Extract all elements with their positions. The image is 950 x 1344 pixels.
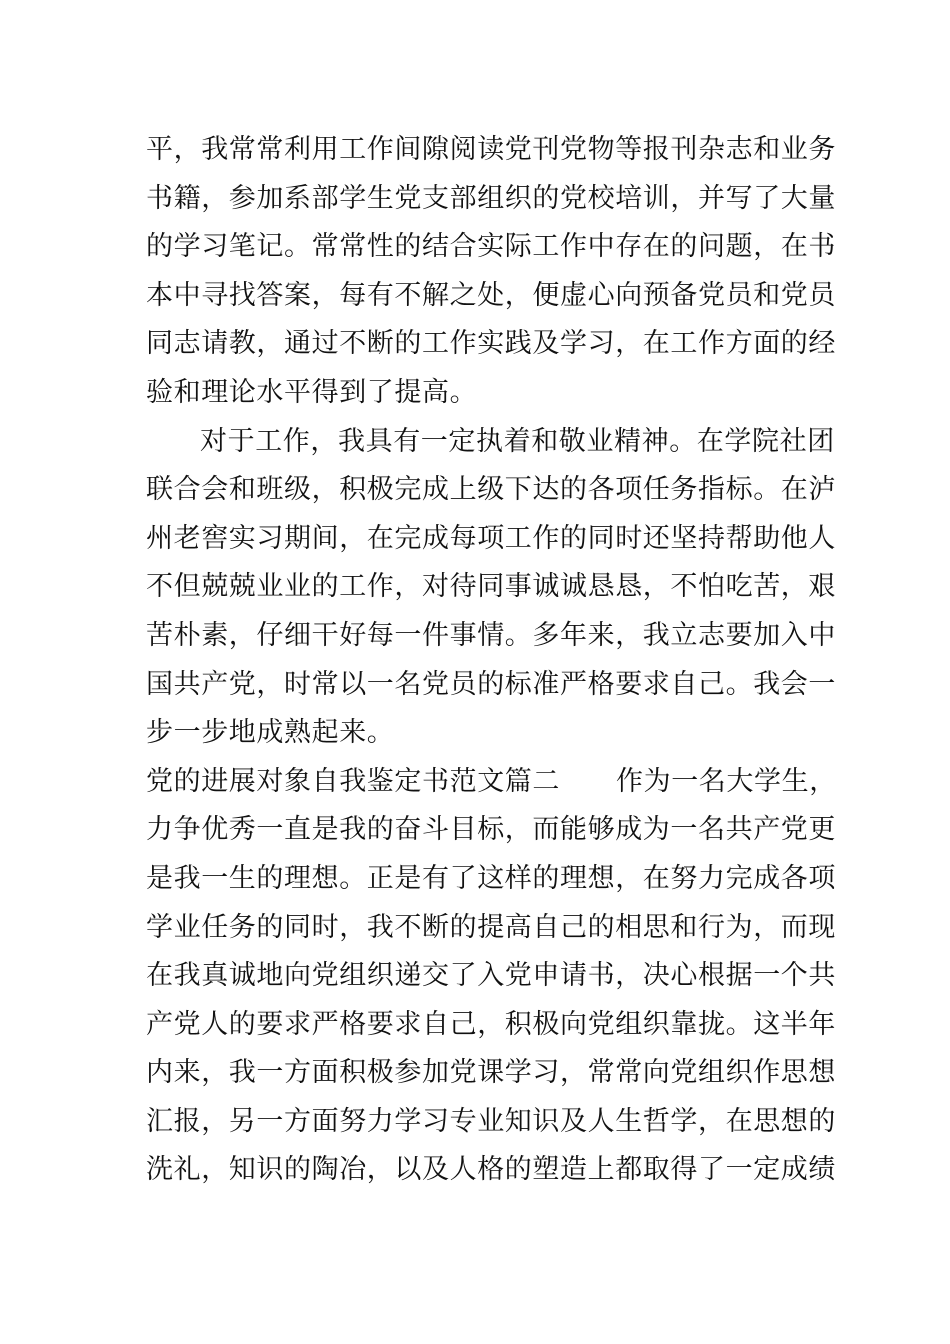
section-first-text: 作为一名大学生， [616, 765, 837, 797]
text-line: 汇报，另一方面努力学习专业知识及人生哲学，在思想的 [146, 1105, 836, 1137]
text-line: 是我一生的理想。正是有了这样的理想，在努力完成各项 [146, 862, 836, 894]
text-line: 产党人的要求严格要求自己，积极向党组织靠拢。这半年 [146, 1008, 836, 1040]
text-line: 验和理论水平得到了提高。 [146, 376, 478, 408]
document-body [146, 126, 837, 1195]
text-line: 同志请教，通过不断的工作实践及学习，在工作方面的经 [146, 328, 836, 360]
text-line: 对于工作，我具有一定执着和敬业精神。在学院社团 [200, 425, 835, 457]
section-heading-line [146, 758, 837, 807]
section-heading: 党的进展对象自我鉴定书范文篇二 [146, 765, 560, 797]
text-line: 步一步地成熟起来。 [146, 717, 395, 749]
text-line: 不但兢兢业业的工作，对待同事诚诚恳恳，不怕吃苦，艰 [146, 571, 836, 603]
text-line: 学业任务的同时，我不断的提高自己的相思和行为，而现 [146, 911, 836, 943]
text-line: 在我真诚地向党组织递交了入党申请书，决心根据一个共 [146, 960, 836, 992]
text-line: 内来，我一方面积极参加党课学习，常常向党组织作思想 [146, 1057, 836, 1089]
text-line: 本中寻找答案，每有不解之处，便虚心向预备党员和党员 [146, 279, 836, 311]
text-line: 力争优秀一直是我的奋斗目标，而能够成为一名共产党更 [146, 814, 836, 846]
text-line: 国共产党，时常以一名党员的标准严格要求自己。我会一 [146, 668, 836, 700]
text-line: 平，我常常利用工作间隙阅读党刊党物等报刊杂志和业务 [146, 134, 836, 165]
text-line: 的学习笔记。常常性的结合实际工作中存在的问题，在书 [146, 231, 836, 263]
text-line: 书籍，参加系部学生党支部组织的党校培训，并写了大量 [146, 182, 836, 214]
text-line: 州老窖实习期间，在完成每项工作的同时还坚持帮助他人 [146, 522, 836, 554]
text-line: 洗礼，知识的陶冶，以及人格的塑造上都取得了一定成绩 [146, 1154, 836, 1186]
text-line: 联合会和班级，积极完成上级下达的各项任务指标。在泸 [146, 474, 836, 506]
text-line: 苦朴素，仔细干好每一件事情。多年来，我立志要加入中 [146, 619, 836, 651]
